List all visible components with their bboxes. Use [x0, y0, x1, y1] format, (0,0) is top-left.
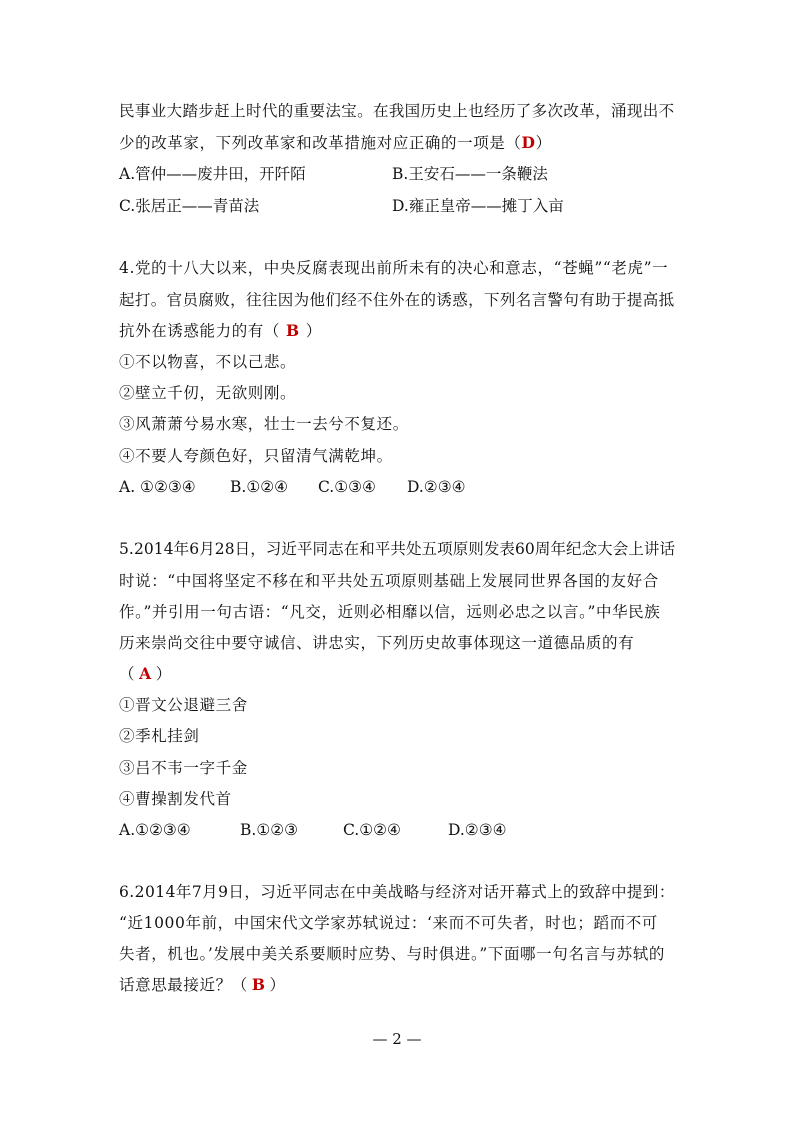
q3-option-d: D.雍正皇帝——摊丁入亩: [392, 197, 564, 215]
q5-option-a: A.①②③④: [119, 821, 191, 839]
q4-line-2: 起打。官员腐败，往往因为他们经不住外在的诱惑，下列名言警句有助于提高抵: [119, 291, 675, 309]
q5-option-d: D.②③④: [448, 821, 507, 839]
q3-option-b: B.王安石——一条鞭法: [392, 165, 548, 183]
q6-answer: B: [251, 975, 266, 994]
q4-item-3: ③风萧萧兮易水寒，壮士一去兮不复还。: [119, 415, 409, 433]
q4-line-3: [119, 321, 322, 341]
q5-item-3: ③吕不韦一字千金: [119, 759, 248, 777]
q4-option-d: D.②③④: [407, 478, 466, 496]
q5-line-1: 5.2014年6月28日，习近平同志在和平共处五项原则发表60周年纪念大会上讲话: [119, 540, 676, 558]
q5-paren-close: ）: [155, 665, 172, 683]
q5-line-5: [119, 664, 172, 684]
q5-paren-open: （: [119, 665, 136, 683]
q6-line-4: [119, 975, 286, 995]
q3-option-c: C.张居正——青苗法: [119, 197, 260, 215]
q5-item-1: ①晋文公退避三舍: [119, 696, 248, 714]
q4-line-1: 4.党的十八大以来，中央反腐表现出前所未有的决心和意志，“苍蝇”“老虎”一: [119, 259, 669, 277]
q5-line-3: 作。”并引用一句古语：“凡交，近则必相靡以信，远则必忠之以言。”中华民族: [119, 603, 661, 621]
q6-paren-close: ）: [269, 976, 286, 994]
q4-item-2: ②壁立千仞，无欲则刚。: [119, 384, 297, 402]
q6-line-3: 失者，机也。’发展中美关系要顺时应势、与时俱进。”下面哪一句名言与苏轼的: [119, 945, 665, 963]
q4-answer: B: [286, 321, 300, 340]
q5-line-2: 时说：“中国将坚定不移在和平共处五项原则基础上发展同世界各国的友好合: [119, 572, 659, 590]
q6-line-2: “近1000年前，中国宋代文学家苏轼说过：‘来而不可失者，时也；蹈而不可: [119, 914, 658, 932]
q5-item-2: ②季札挂剑: [119, 727, 200, 745]
q3-option-a: A.管仲——废井田，开阡陌: [119, 165, 306, 183]
q3-line-1: 民事业大踏步赶上时代的重要法宝。在我国历史上也经历了多次改革，涌现出不: [119, 102, 675, 120]
q4-paren-close: ）: [305, 322, 322, 340]
q4-item-4: ④不要人夸颜色好，只留清气满乾坤。: [119, 447, 393, 465]
q3-answer: D: [521, 133, 536, 152]
q3-stem-text: 少的改革家，下列改革家和改革措施对应正确的一项是（: [119, 134, 522, 152]
page-number: — 2 —: [372, 1030, 422, 1048]
q6-line-1: 6.2014年7月9日，习近平同志在中美战略与经济对话开幕式上的致辞中提到：: [119, 883, 675, 901]
q4-option-b: B.①②④: [230, 478, 289, 496]
q5-line-4: 历来崇尚交往中要守诚信、讲忠实，下列历史故事体现这一道德品质的有: [119, 634, 635, 652]
q4-stem-text: 抗外在诱惑能力的有（: [119, 322, 281, 340]
q4-item-1: ①不以物喜，不以己悲。: [119, 353, 297, 371]
q3-paren-close: ）: [535, 134, 552, 152]
q5-option-c: C.①②④: [343, 821, 401, 839]
q6-stem-text: 话意思最接近？（: [119, 976, 248, 994]
q4-option-a: A. ①②③④: [119, 478, 196, 496]
q5-item-4: ④曹操割发代首: [119, 790, 232, 808]
q5-answer: A: [139, 664, 152, 683]
q5-option-b: B.①②③: [240, 821, 299, 839]
q4-option-c: C.①③④: [318, 478, 376, 496]
q3-line-2: [119, 133, 552, 153]
